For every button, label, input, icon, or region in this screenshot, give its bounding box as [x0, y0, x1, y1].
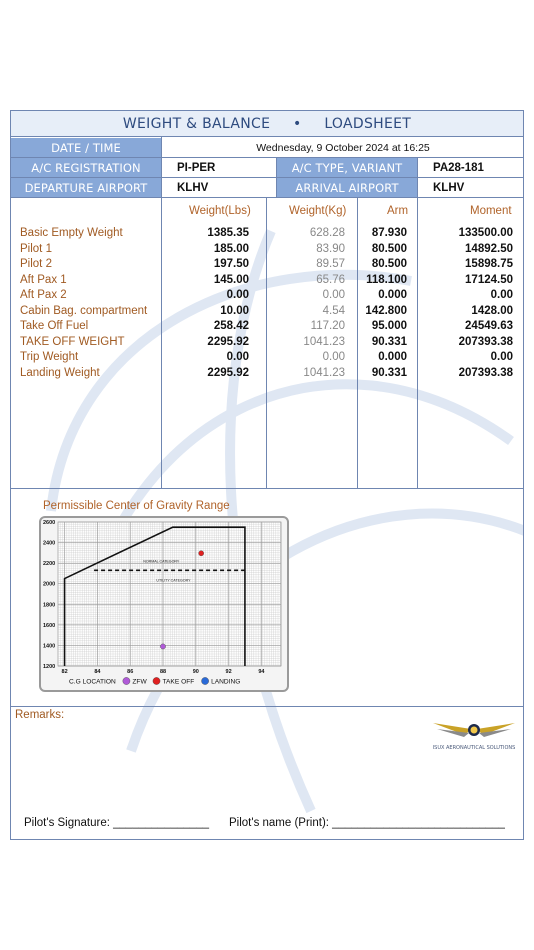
cell-weight-kg: 1041.23: [303, 366, 345, 379]
cell-moment: 0.00: [490, 351, 513, 363]
divider: [11, 197, 523, 198]
cell-weight-kg: 0.00: [322, 351, 345, 363]
y-tick-label: 1200: [43, 664, 56, 670]
row-label: Cabin Bag. compartment: [20, 304, 148, 317]
cell-weight-kg: 83.90: [316, 242, 345, 255]
divider: [11, 488, 523, 489]
row-label: Pilot 2: [20, 258, 52, 270]
cell-moment: 207393.38: [458, 335, 513, 348]
registration-label: A/C REGISTRATION: [11, 158, 161, 178]
row-label: Trip Weight: [20, 351, 79, 363]
divider: [276, 157, 277, 197]
cell-weight-kg: 65.76: [316, 273, 345, 286]
col-moment: Moment: [470, 205, 512, 217]
y-tick-label: 1800: [43, 602, 56, 609]
date-row: [11, 138, 523, 158]
cell-moment: 14892.50: [465, 242, 513, 255]
row-label: Take Off Fuel: [20, 320, 89, 332]
cell-weight-lbs: 185.00: [213, 242, 249, 255]
cell-arm: 142.800: [365, 304, 407, 317]
cell-weight-lbs: 1385.35: [207, 227, 249, 239]
cell-arm: 90.331: [371, 335, 407, 348]
x-tick-label: 94: [258, 669, 265, 675]
cell-moment: 0.00: [490, 289, 513, 301]
cg-chart-title: Permissible Center of Gravity Range: [43, 500, 230, 512]
cell-weight-kg: 117.20: [310, 320, 345, 332]
cell-weight-kg: 1041.23: [303, 335, 345, 348]
arrival-label: ARRIVAL AIRPORT: [277, 178, 417, 198]
cell-weight-kg: 0.00: [322, 289, 345, 301]
divider: [11, 177, 523, 178]
departure-value: KLHV: [177, 182, 209, 194]
departure-label: DEPARTURE AIRPORT: [11, 178, 161, 198]
sheet-title: [11, 111, 523, 137]
row-label: Landing Weight: [20, 366, 100, 379]
x-tick-label: 92: [225, 669, 232, 675]
cell-arm: 87.930: [371, 227, 407, 239]
cell-weight-lbs: 197.50: [213, 258, 249, 270]
y-tick-label: 2200: [43, 561, 56, 568]
type-label: A/C TYPE, VARIANT: [277, 158, 417, 178]
legend-dot-take-off: [153, 677, 160, 684]
cell-weight-kg: 89.57: [316, 258, 345, 270]
arrival-value: KLHV: [433, 182, 465, 194]
pilot-signature-field[interactable]: Pilot's Signature: _______________: [24, 817, 210, 829]
utility-category-label: UTILITY CATEGORY: [156, 578, 191, 583]
logo-text: ISUX AERONAUTICAL SOLUTIONS: [432, 745, 516, 751]
remarks-label: Remarks:: [15, 709, 65, 721]
row-label: Aft Pax 2: [20, 289, 67, 301]
cell-arm: 0.000: [378, 289, 407, 301]
cell-moment: 17124.50: [465, 273, 513, 286]
loadsheet: [10, 110, 524, 840]
row-label: TAKE OFF WEIGHT: [20, 335, 125, 348]
cell-moment: 1428.00: [471, 304, 513, 317]
x-tick-label: 84: [94, 669, 101, 675]
cell-arm: 80.500: [371, 258, 407, 270]
x-tick-label: 90: [192, 669, 199, 675]
airport-row: [11, 178, 523, 198]
cell-arm: 118.100: [366, 273, 407, 286]
date-value: Wednesday, 9 October 2024 at 16:25: [256, 142, 430, 154]
legend-dot-landing: [202, 677, 209, 684]
col-weight-lbs: Weight(Lbs): [189, 205, 251, 217]
y-tick-label: 1600: [43, 622, 56, 629]
cell-arm: 95.000: [371, 320, 407, 332]
col-arm: Arm: [387, 205, 409, 217]
cg-point-zfw: [160, 644, 165, 649]
y-tick-label: 2000: [43, 581, 56, 588]
legend-label: TAKE OFF: [162, 678, 195, 686]
date-label: DATE / TIME: [11, 138, 161, 158]
cell-arm: 0.000: [378, 351, 407, 363]
cell-weight-lbs: 0.00: [226, 289, 249, 301]
divider: [11, 157, 523, 158]
row-label: Aft Pax 1: [20, 273, 67, 286]
cell-arm: 80.500: [371, 242, 407, 255]
cell-moment: 207393.38: [458, 366, 513, 379]
legend-label: C.G LOCATION: [69, 678, 116, 686]
row-label: Basic Empty Weight: [20, 227, 123, 239]
cg-chart: [39, 516, 289, 692]
col-weight-kg: Weight(Kg): [289, 205, 347, 217]
pilot-name-field[interactable]: Pilot's name (Print): ___________________________: [229, 817, 505, 829]
cell-weight-lbs: 2295.92: [207, 366, 249, 379]
type-value: PA28-181: [433, 162, 484, 174]
cell-moment: 24549.63: [465, 320, 513, 332]
y-tick-label: 1400: [43, 643, 56, 650]
title-separator: •: [292, 116, 302, 132]
x-tick-label: 88: [159, 669, 167, 675]
divider: [11, 706, 523, 707]
cell-weight-lbs: 2295.92: [207, 335, 249, 348]
cell-weight-lbs: 0.00: [226, 351, 249, 363]
cell-weight-lbs: 10.00: [220, 304, 249, 317]
y-tick-label: 2400: [43, 540, 56, 547]
cell-arm: 90.331: [371, 366, 407, 379]
y-tick-label: 2600: [43, 520, 56, 526]
title-weight-balance: WEIGHT & BALANCE: [122, 116, 271, 132]
divider: [161, 137, 162, 488]
plot-area: [58, 522, 281, 666]
cell-moment: 133500.00: [458, 227, 513, 239]
cg-chart-svg: [41, 518, 287, 690]
x-tick-label: 86: [127, 669, 134, 675]
cell-moment: 15898.75: [465, 258, 513, 270]
row-label: Pilot 1: [20, 242, 52, 255]
legend-dot-zfw: [123, 677, 130, 684]
cell-weight-kg: 628.28: [309, 227, 345, 239]
cg-point-take-off: [199, 551, 204, 556]
title-loadsheet: LOADSHEET: [324, 116, 412, 132]
cell-weight-kg: 4.54: [322, 304, 345, 317]
legend-label: ZFW: [132, 678, 147, 686]
normal-category-label: NORMAL CATEGORY: [143, 559, 180, 564]
cell-weight-lbs: 145.00: [213, 273, 249, 286]
legend-label: LANDING: [211, 678, 241, 686]
divider: [417, 157, 418, 488]
x-tick-label: 82: [61, 669, 68, 675]
registration-row: [11, 158, 523, 178]
registration-value: PI-PER: [177, 162, 216, 174]
cell-weight-lbs: 258.42: [213, 320, 249, 332]
